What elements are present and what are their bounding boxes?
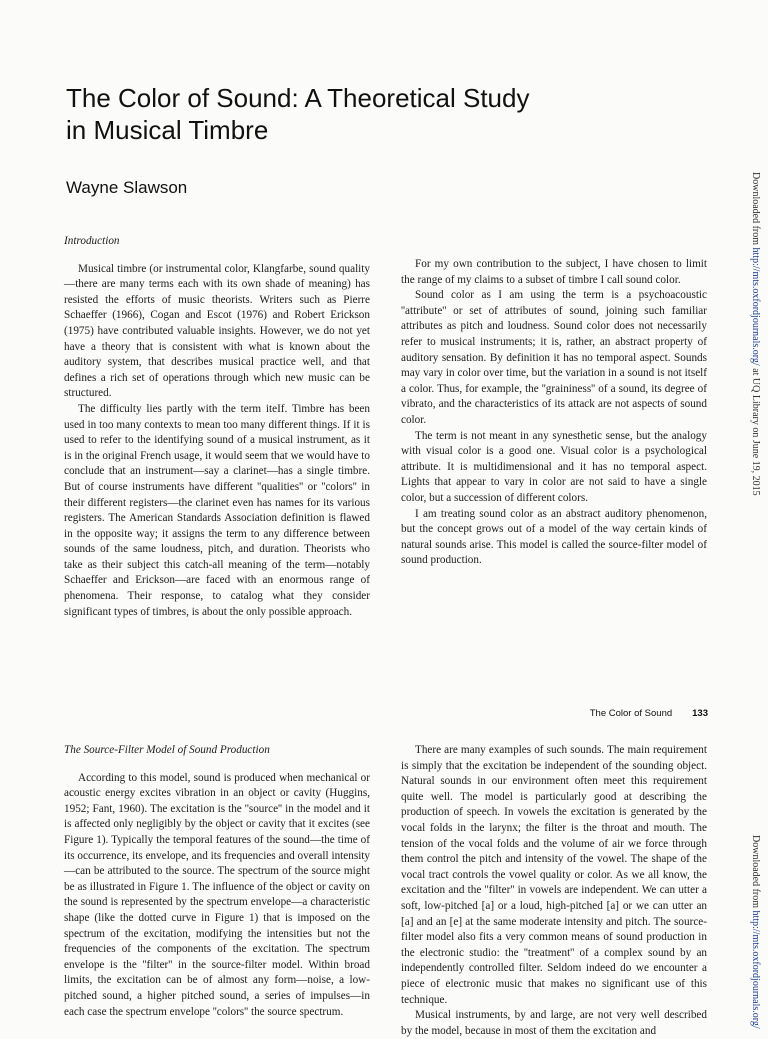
paragraph: According to this model, sound is produced when mechanical or acoustic energy excites vibration in an object or cavity (Huggins, 1952; Fant, 1960). The excitation is the ''source'' in the model and it is affected only negligibly by the object or cavity that it excites (see Figure 1). Typically the temporal features of the sound—the time of its occurrence, its envelope, and its frequencies and overall intensity—can be attributed to the source. The spectrum of the source might be as illustrated in Figure 1. The influence of the object or cavity on the sound is represented by the spectrum envelope—a characteristic shape (like the dotted curve in Figure 1) that is imposed on the spectrum of the excitation, modifying the intensities but not the frequencies of the components of the excitation. The spectrum envelope is the ''filter'' in the source-filter model. Within broad limits, the excitation can be of almost any form—noise, a low-pitched sound, a higher pitched sound, a series of impulses—in each case the spectrum envelope ''colors'' the source spectrum. bbox=[64, 771, 370, 1018]
paragraph: For my own contribution to the subject, I have chosen to limit the range of my claims to a subset of timbre I call sound color. bbox=[401, 258, 707, 286]
download-stamp bbox=[750, 835, 761, 1029]
running-head-title: The Color of Sound bbox=[589, 708, 673, 719]
stamp-url-link[interactable]: http://mts.oxfordjournals.org/ bbox=[750, 910, 761, 1029]
page2-left-column bbox=[64, 743, 370, 1024]
author-name: Wayne Slawson bbox=[66, 178, 188, 197]
article-title-line-1: The Color of Sound: A Theoretical Study bbox=[66, 83, 530, 113]
article-title-line-2: in Musical Timbre bbox=[66, 115, 269, 145]
stamp-prefix: Downloaded from bbox=[750, 835, 761, 911]
article-title bbox=[66, 82, 666, 146]
paragraph: The difficulty lies partly with the term iteIf. Timbre has been used in too many contexts to mean too many different things. If it is used to refer to the identifying sound of a musical instrument, as it is in the original French usage, it would seem that we would have to conclude that an instrument—say a clarinet—has a single timbre. But of course instruments have different ''qualities'' or ''colors'' in their different registers—the clarinet even has names for its various registers. The American Standards Association definition is flawed in the opposite way; it assigns the term to any difference between sounds of the same loudness, pitch, and duration. Theorists who take as their subject this catch-all meaning of the term—notably Schaeffer and Erickson—are faced with an enormous range of phenomena. Their response, to catalog what they consider significant types of timbres, is about the only possible approach. bbox=[64, 402, 370, 618]
paragraph: Sound color as I am using the term is a psychoacoustic ''attribute'' or set of attributes of sound, joining such familiar attributes as pitch and loudness. Sound color does not necessarily refer to musical instruments; it is, rather, an abstract property of auditory sensation. By definition it has no temporal aspect. Sounds may vary in color over time, but the variation in a sound is not itself a color. Thus, for example, the ''graininess'' of a sound, its degree of vibrato, and the characteristics of its attack are not aspects of sound color. bbox=[401, 289, 707, 426]
section-heading-source-filter: The Source-Filter Model of Sound Production bbox=[64, 744, 270, 756]
paragraph: There are many examples of such sounds. The main requirement is simply that the excitation be independent of the sounding object. Natural sounds in our environment often meet this requirement quite well. The model is particularly good at describing the production of speech. In vowels the excitation is generated by the vocal folds in the larynx; the filter is the throat and mouth. The tension of the vocal folds and the volume of air we force through them control the pitch and intensity of the vowel. The shape of the vocal tract controls the vowel quality or color. As we all know, the excitation and the ''filter'' in vowels are independent. We can utter a soft, low-pitched [a] or a loud, high-pitched [a] or we can utter an [a] and an [e] at the same moderate intensity and pitch. The source-filter model also fits a very common means of sound production in the electronic studio: the ''treatment'' of a complex sound by an independently controlled filter. Seldom indeed do we encounter a piece of electronic music that makes no significant use of this technique. bbox=[401, 744, 707, 1006]
stamp-prefix: Downloaded from bbox=[750, 172, 761, 248]
page2-right-column bbox=[401, 743, 707, 1037]
page1-left-column bbox=[64, 234, 370, 620]
paragraph: Musical timbre (or instrumental color, Klangfarbe, sound quality—there are many terms each with its own shade of meaning) has resisted the efforts of music theorists. Writers such as Pierre Schaeffer (1966), Cogan and Escot (1976) and Robert Erickson (1975) have contributed valuable insights. However, we do not yet have a theory that is consistent with what is known about the auditory system, that describes musical practice well, and that defines a rich set of operations through which new music can be structured. bbox=[64, 262, 370, 400]
stamp-url-link[interactable]: http://mts.oxfordjournals.org/ bbox=[750, 247, 761, 366]
stamp-suffix: at UQ Library on June 19, 2015 bbox=[750, 365, 761, 496]
page-number: 133 bbox=[692, 708, 708, 719]
paragraph: I am treating sound color as an abstract auditory phenomenon, but the concept grows out of a model of the way certain kinds of natural sounds arise. This model is called the source-filter model of sound production. bbox=[401, 507, 707, 567]
section-heading-introduction: Introduction bbox=[64, 235, 120, 247]
download-stamp bbox=[750, 172, 761, 496]
paragraph: The term is not meant in any synesthetic sense, but the analogy with visual color is a good one. Visual color is a psychological attribute. It is multidimensional and it has no temporal aspect. Lights that appear to vary in color are not said to have a single color, but a succession of different colors. bbox=[401, 429, 707, 504]
paragraph: Musical instruments, by and large, are not very well described by the model, because in most of them the excitation and bbox=[401, 1009, 707, 1037]
running-head bbox=[590, 708, 708, 719]
page1-right-column bbox=[401, 257, 707, 569]
